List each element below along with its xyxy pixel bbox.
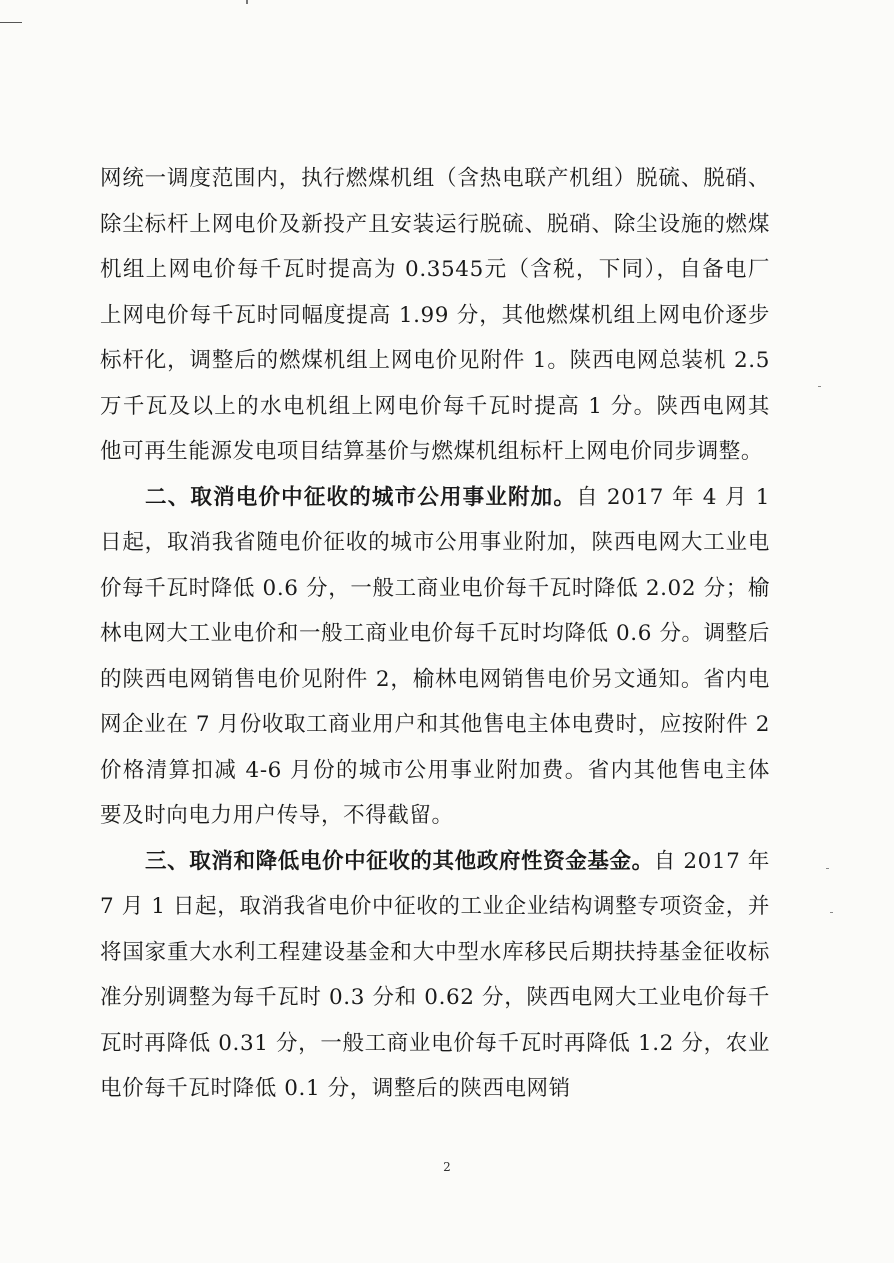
scan-speck (818, 386, 821, 387)
scan-speck (830, 912, 833, 913)
paragraph-text: 网统一调度范围内，执行燃煤机组（含热电联产机组）脱硫、脱硝、除尘标杆上网电价及新投产且安装运行脱硫、脱硝、除尘设施的燃煤机组上网电价每千瓦时提高为 0.3545元（含税，下同），自备电厂上网电价每千瓦时同幅度提高 1.99 分，其他燃煤机组上网电价逐步标杆化，调整后的燃煤机组上网电价见附件 1。陕西电网总装机 2.5 万千瓦及以上的水电机组上网电价每千瓦时提高 1 分。陕西电网其他可再生能源发电项目结算基价与燃煤机组标杆上网电价同步调整。 (100, 166, 770, 464)
page-number: 2 (443, 1160, 451, 1174)
scan-edge-dot (246, 0, 248, 4)
paragraph-text: 自 2017 年 4 月 1 日起，取消我省随电价征收的城市公用事业附加，陕西电网大工业电价每千瓦时降低 0.6 分，一般工商业电价每千瓦时降低 2.02 分；榆林电网大工业电价和一般工商业电价每千瓦时均降低 0.6 分。调整后的陕西电网销售电价见附件 2，榆林电网销售电价另文通知。省内电网企业在 7 月份收取工商业用户和其他售电主体电费时，应按附件 2 价格清算扣减 4-6 月份的城市公用事业附加费。省内其他售电主体要及时向电力用户传导，不得截留。 (100, 484, 770, 828)
paragraph-section-two (100, 475, 770, 839)
paragraph-text: 自 2017 年 7 月 1 日起，取消我省电价中征收的工业企业结构调整专项资金，并将国家重大水利工程建设基金和大中型水库移民后期扶持基金征收标准分别调整为每千瓦时 0.3 分和 0.62 分，陕西电网大工业电价每千瓦时再降低 0.31 分，一般工商业电价每千瓦时再降低 1.2 分，农业电价每千瓦时降低 0.1 分，调整后的陕西电网销 (100, 848, 770, 1101)
scan-edge-mark (0, 22, 22, 23)
paragraph-section-three (100, 839, 770, 1112)
scan-speck (826, 868, 829, 869)
section-heading: 三、取消和降低电价中征收的其他政府性资金基金。 (145, 848, 654, 874)
paragraph-continuation (100, 156, 770, 475)
section-heading: 二、取消电价中征收的城市公用事业附加。 (145, 484, 577, 510)
body-text (100, 156, 770, 1112)
